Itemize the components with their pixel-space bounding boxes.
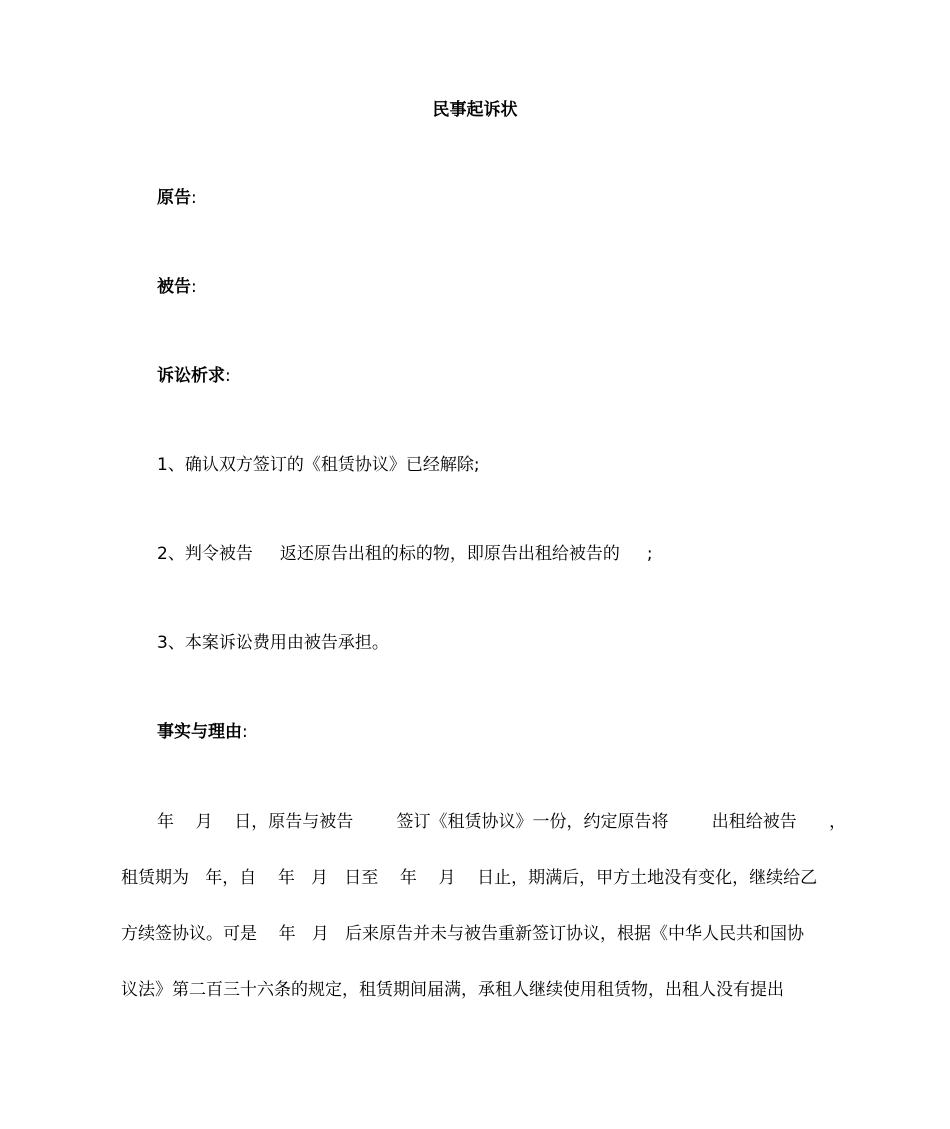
plaintiff-colon: : bbox=[191, 188, 197, 208]
facts-colon: : bbox=[242, 722, 248, 742]
facts-label: 事实与理由 bbox=[157, 722, 242, 742]
plaintiff-label: 原告 bbox=[157, 188, 191, 208]
facts-paragraph-line: 租赁期为 年，自 年 月 日至 年 月 日止，期满后，甲方土地没有变化，继续给乙 bbox=[121, 868, 818, 888]
facts-paragraph-line: 年 月 日，原告与被告 签订《租赁协议》一份，约定原告将 出租给被告 ， bbox=[157, 812, 847, 832]
facts-paragraph-line: 议法》第二百三十六条的规定，租赁期间届满，承租人继续使用租赁物，出租人没有提出 bbox=[121, 980, 784, 1000]
defendant-label: 被告 bbox=[157, 277, 191, 297]
claims-colon: : bbox=[225, 366, 231, 386]
plaintiff-line bbox=[157, 186, 197, 210]
claim-item: 1、确认双方签订的《租赁协议》已经解除; bbox=[157, 455, 480, 475]
document-title: 民事起诉状 bbox=[432, 100, 518, 120]
claims-label: 诉讼析求 bbox=[157, 366, 225, 386]
facts-heading bbox=[157, 720, 248, 744]
claim-item: 2、判令被告 返还原告出租的标的物，即原告出租给被告的 ; bbox=[157, 544, 653, 564]
defendant-colon: : bbox=[191, 277, 197, 297]
defendant-line bbox=[157, 275, 197, 299]
facts-paragraph-line: 方续签协议。可是 年 月 后来原告并未与被告重新签订协议，根据《中华人民共和国协 bbox=[121, 924, 805, 944]
claim-item: 3、本案诉讼费用由被告承担。 bbox=[157, 633, 389, 653]
claims-heading bbox=[157, 364, 231, 388]
